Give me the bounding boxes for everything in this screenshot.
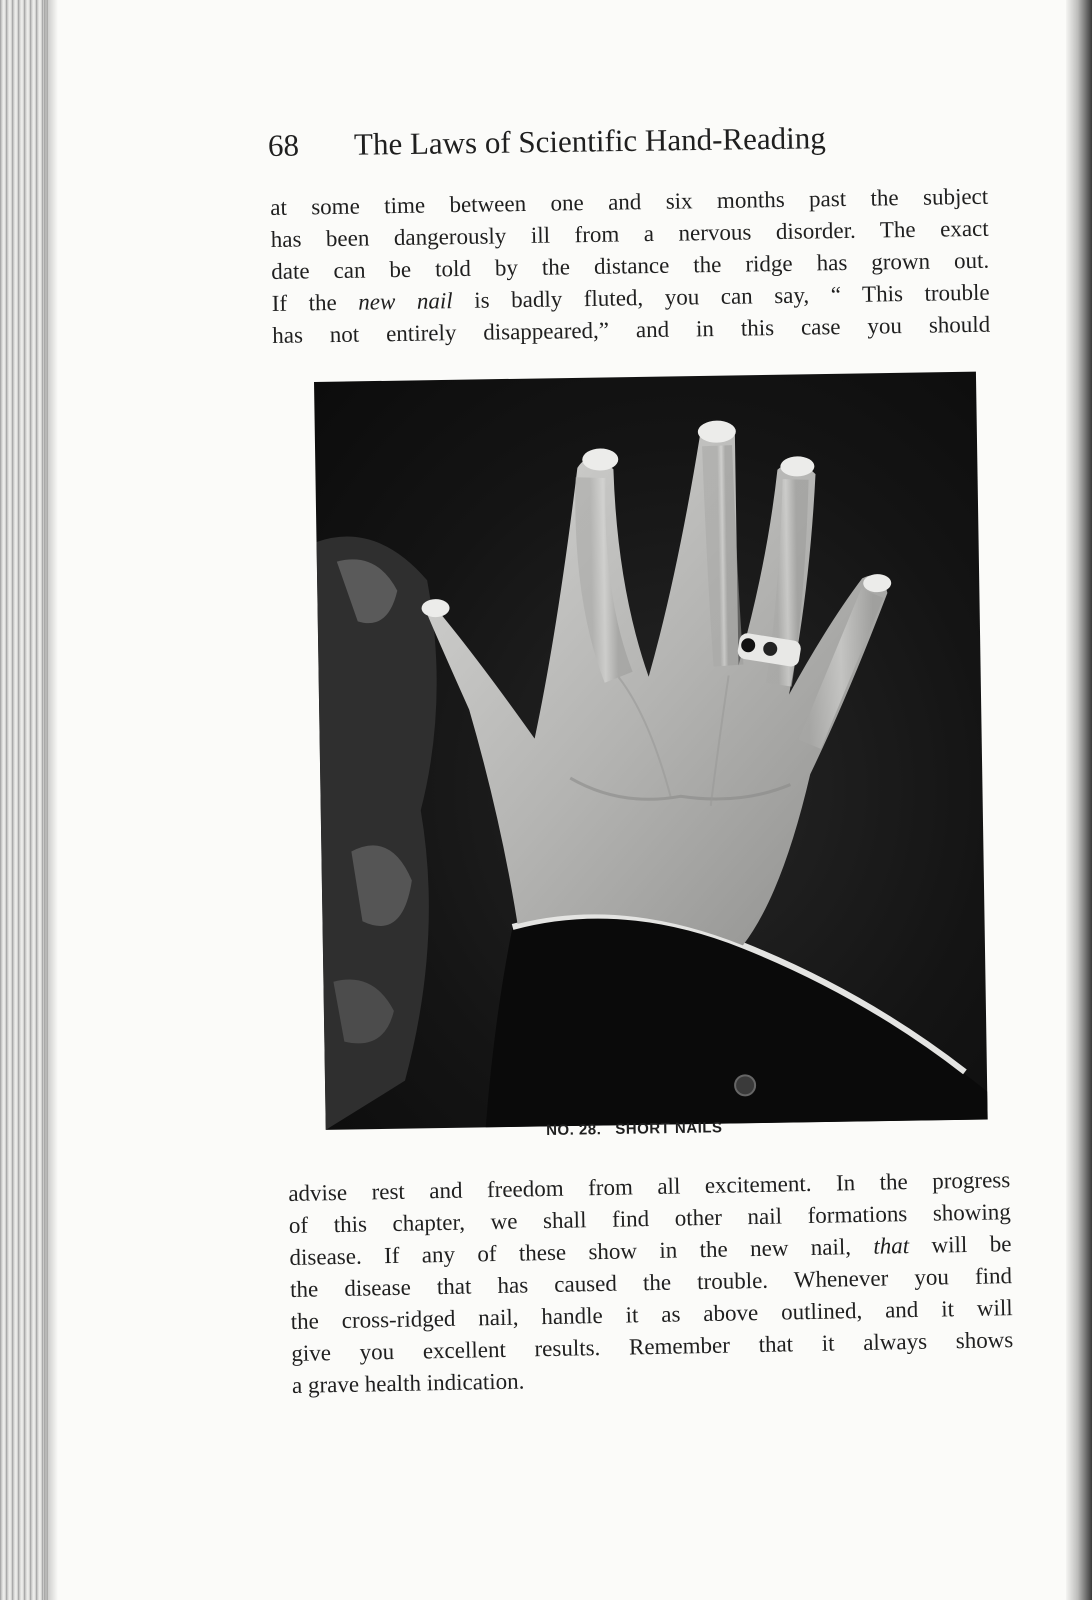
text-line: advise rest and freedom from all excitement. In the progress xyxy=(288,1167,1011,1206)
text-line: has not entirely disappeared,” and in this case you should xyxy=(272,311,991,348)
paragraph-bottom xyxy=(288,1164,1014,1402)
text-line: give you excellent results. Remember that it always shows xyxy=(291,1327,1014,1366)
text-fragment: is badly fluted, you can say, “ This trouble xyxy=(452,279,990,314)
page-number: 68 xyxy=(267,127,300,163)
text-line: has been dangerously ill from a nervous disorder. The exact xyxy=(270,215,989,252)
figure-caption xyxy=(546,1118,806,1139)
text-fragment: disease. If any of these show in the new nail, xyxy=(289,1233,874,1270)
hand-illustration xyxy=(314,372,988,1130)
hand-photograph xyxy=(314,372,988,1130)
fabric-pattern xyxy=(316,535,443,1130)
book-binding xyxy=(1066,0,1092,1600)
paragraph-top xyxy=(270,181,990,352)
page-edge-shadow xyxy=(44,0,58,1600)
running-head xyxy=(268,119,908,164)
nail-index xyxy=(582,448,618,471)
figure-title: SHORT NAILS xyxy=(615,1119,723,1138)
text-line: the cross-ridged nail, handle it as above outlined, and it will xyxy=(290,1295,1013,1334)
page-edges xyxy=(0,0,48,1600)
coat-button xyxy=(735,1075,755,1095)
text-line: of this chapter, we shall find other nail formations showing xyxy=(288,1199,1012,1238)
text-line: the disease that has caused the trouble. Whenever you find xyxy=(289,1263,1013,1302)
emphasis-that: that xyxy=(873,1233,910,1259)
figure-number: NO. 28. xyxy=(546,1121,602,1139)
emphasis-new-nail: new nail xyxy=(358,288,453,315)
text-line: date can be told by the distance the ridge has grown out. xyxy=(271,247,990,284)
text-fragment: will be xyxy=(908,1231,1012,1259)
middle-finger xyxy=(717,446,728,666)
text-line: at some time between one and six months past the subject xyxy=(270,183,989,220)
book-title: The Laws of Scientific Hand-Reading xyxy=(353,120,826,162)
text-line: a grave health indication. xyxy=(291,1368,525,1398)
text-fragment: If the xyxy=(271,289,359,316)
